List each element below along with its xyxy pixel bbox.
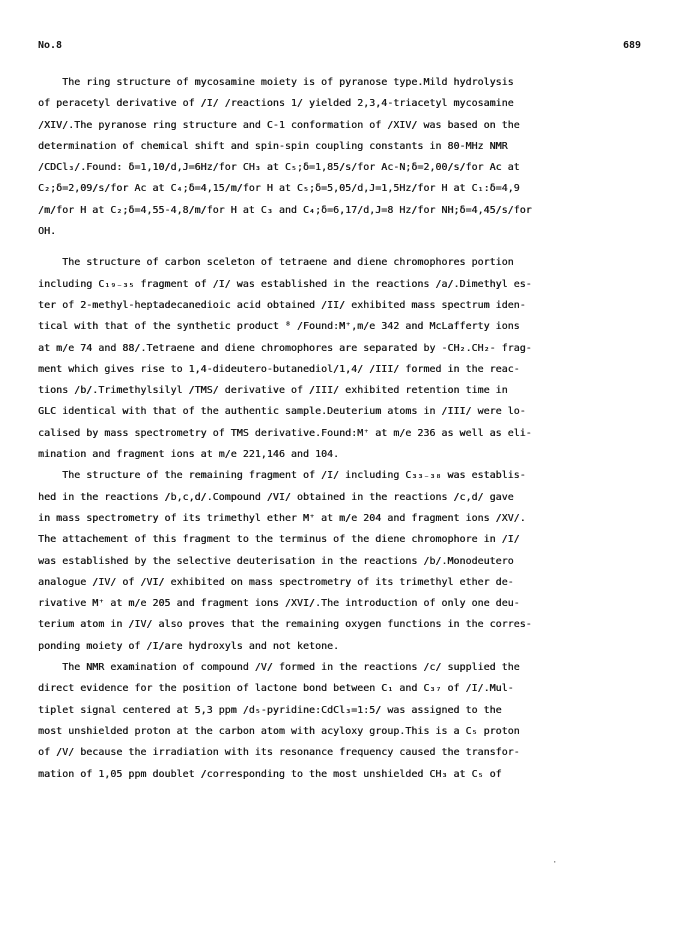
text-line: OH. [38, 226, 57, 238]
paragraph-remaining-fragment [38, 465, 644, 657]
text-line: The ring structure of mycosamine moiety is of pyranose type.Mild hydrolysis [38, 77, 514, 88]
text-line: mination and fragment ions at m/e 221,146 and 104. [38, 449, 340, 461]
text-line: including C₁₉₋₃₅ fragment of /I/ was established in the reactions /a/.Dimethyl es- [38, 278, 532, 290]
text-line: terium atom in /IV/ also proves that the remaining oxygen functions in the corres- [38, 619, 532, 631]
text-line: tical with that of the synthetic product ⁸ /Found:M⁺,m/e 342 and McLafferty ions [38, 321, 520, 333]
journal-issue-number: No.8 [38, 40, 63, 51]
paragraph-mycosamine-structure [38, 72, 644, 242]
text-line: ment which gives rise to 1,4-dideutero-butanediol/1,4/ /III/ formed in the reac- [38, 363, 520, 375]
text-line: mation of 1,05 ppm doublet /corresponding to the most unshielded CH₃ at C₅ of [38, 768, 502, 780]
page-number: 689 [622, 40, 641, 51]
text-line: /CDCl₃/.Found: δ=1,10/d,J=6Hz/for CH₃ at C₅;δ=1,85/s/for Ac-N;δ=2,00/s/for Ac at [38, 162, 520, 174]
text-line: The attachement of this fragment to the terminus of the diene chromophore in /I/ [38, 534, 520, 546]
text-line: at m/e 74 and 88/.Tetraene and diene chromophores are separated by -CH₂.CH₂- frag- [38, 342, 532, 354]
text-line: calised by mass spectrometry of TMS derivative.Found:M⁺ at m/e 236 as well as eli- [38, 427, 532, 439]
paragraph-carbon-skeleton [38, 252, 644, 465]
text-line: of peracetyl derivative of /I/ /reactions 1/ yielded 2,3,4-triacetyl mycosamine [38, 98, 514, 110]
text-line: /XIV/.The pyranose ring structure and C-1 conformation of /XIV/ was based on the [38, 119, 520, 131]
text-line: ter of 2-methyl-heptadecanedioic acid obtained /II/ exhibited mass spectrum iden- [38, 299, 526, 311]
article-body [38, 72, 644, 785]
text-line: /m/for H at C₂;δ=4,55-4,8/m/for H at C₃ and C₄;δ=6,17/d,J=8 Hz/for NH;δ=4,45/s/for [38, 204, 532, 216]
text-line: hed in the reactions /b,c,d/.Compound /VI/ obtained in the reactions /c,d/ gave [38, 491, 514, 503]
text-line: GLC identical with that of the authentic sample.Deuterium atoms in /III/ were lo- [38, 406, 526, 418]
text-line: The NMR examination of compound /V/ formed in the reactions /c/ supplied the [38, 662, 520, 674]
text-line: of /V/ because the irradiation with its resonance frequency caused the transfor- [38, 747, 520, 759]
paragraph-nmr-examination [38, 657, 644, 785]
text-line: was established by the selective deuterisation in the reactions /b/.Monodeutero [38, 555, 514, 567]
text-line: analogue /IV/ of /VI/ exhibited on mass spectrometry of its trimethyl ether de- [38, 576, 514, 588]
text-line: tions /b/.Trimethylsilyl /TMS/ derivative of /III/ exhibited retention time in [38, 385, 508, 397]
text-line: direct evidence for the position of lactone bond between C₁ and C₃₇ of /I/.Mul- [38, 683, 514, 695]
text-line: C₂;δ=2,09/s/for Ac at C₄;δ=4,15/m/for H at C₅;δ=5,05/d,J=1,5Hz/for H at C₁:δ=4,9 [38, 183, 520, 195]
text-line: tiplet signal centered at 5,3 ppm /d₅-pyridine:CdCl₃=1:5/ was assigned to the [38, 704, 502, 716]
text-line: in mass spectrometry of its trimethyl ether M⁺ at m/e 204 and fragment ions /XV/. [38, 512, 526, 524]
text-line: determination of chemical shift and spin-spin coupling constants in 80-MHz NMR [38, 140, 508, 152]
text-line: The structure of carbon sceleton of tetraene and diene chromophores portion [38, 257, 514, 269]
text-line: rivative M⁺ at m/e 205 and fragment ions /XVI/.The introduction of only one deu- [38, 598, 520, 610]
text-line: The structure of the remaining fragment of /I/ including C₃₃₋₃₈ was establis- [38, 470, 526, 482]
text-line: most unshielded proton at the carbon atom with acyloxy group.This is a C₅ proton [38, 725, 520, 737]
text-line: ponding moiety of /I/are hydroxyls and not ketone. [38, 640, 340, 652]
stray-mark: · [552, 858, 558, 868]
